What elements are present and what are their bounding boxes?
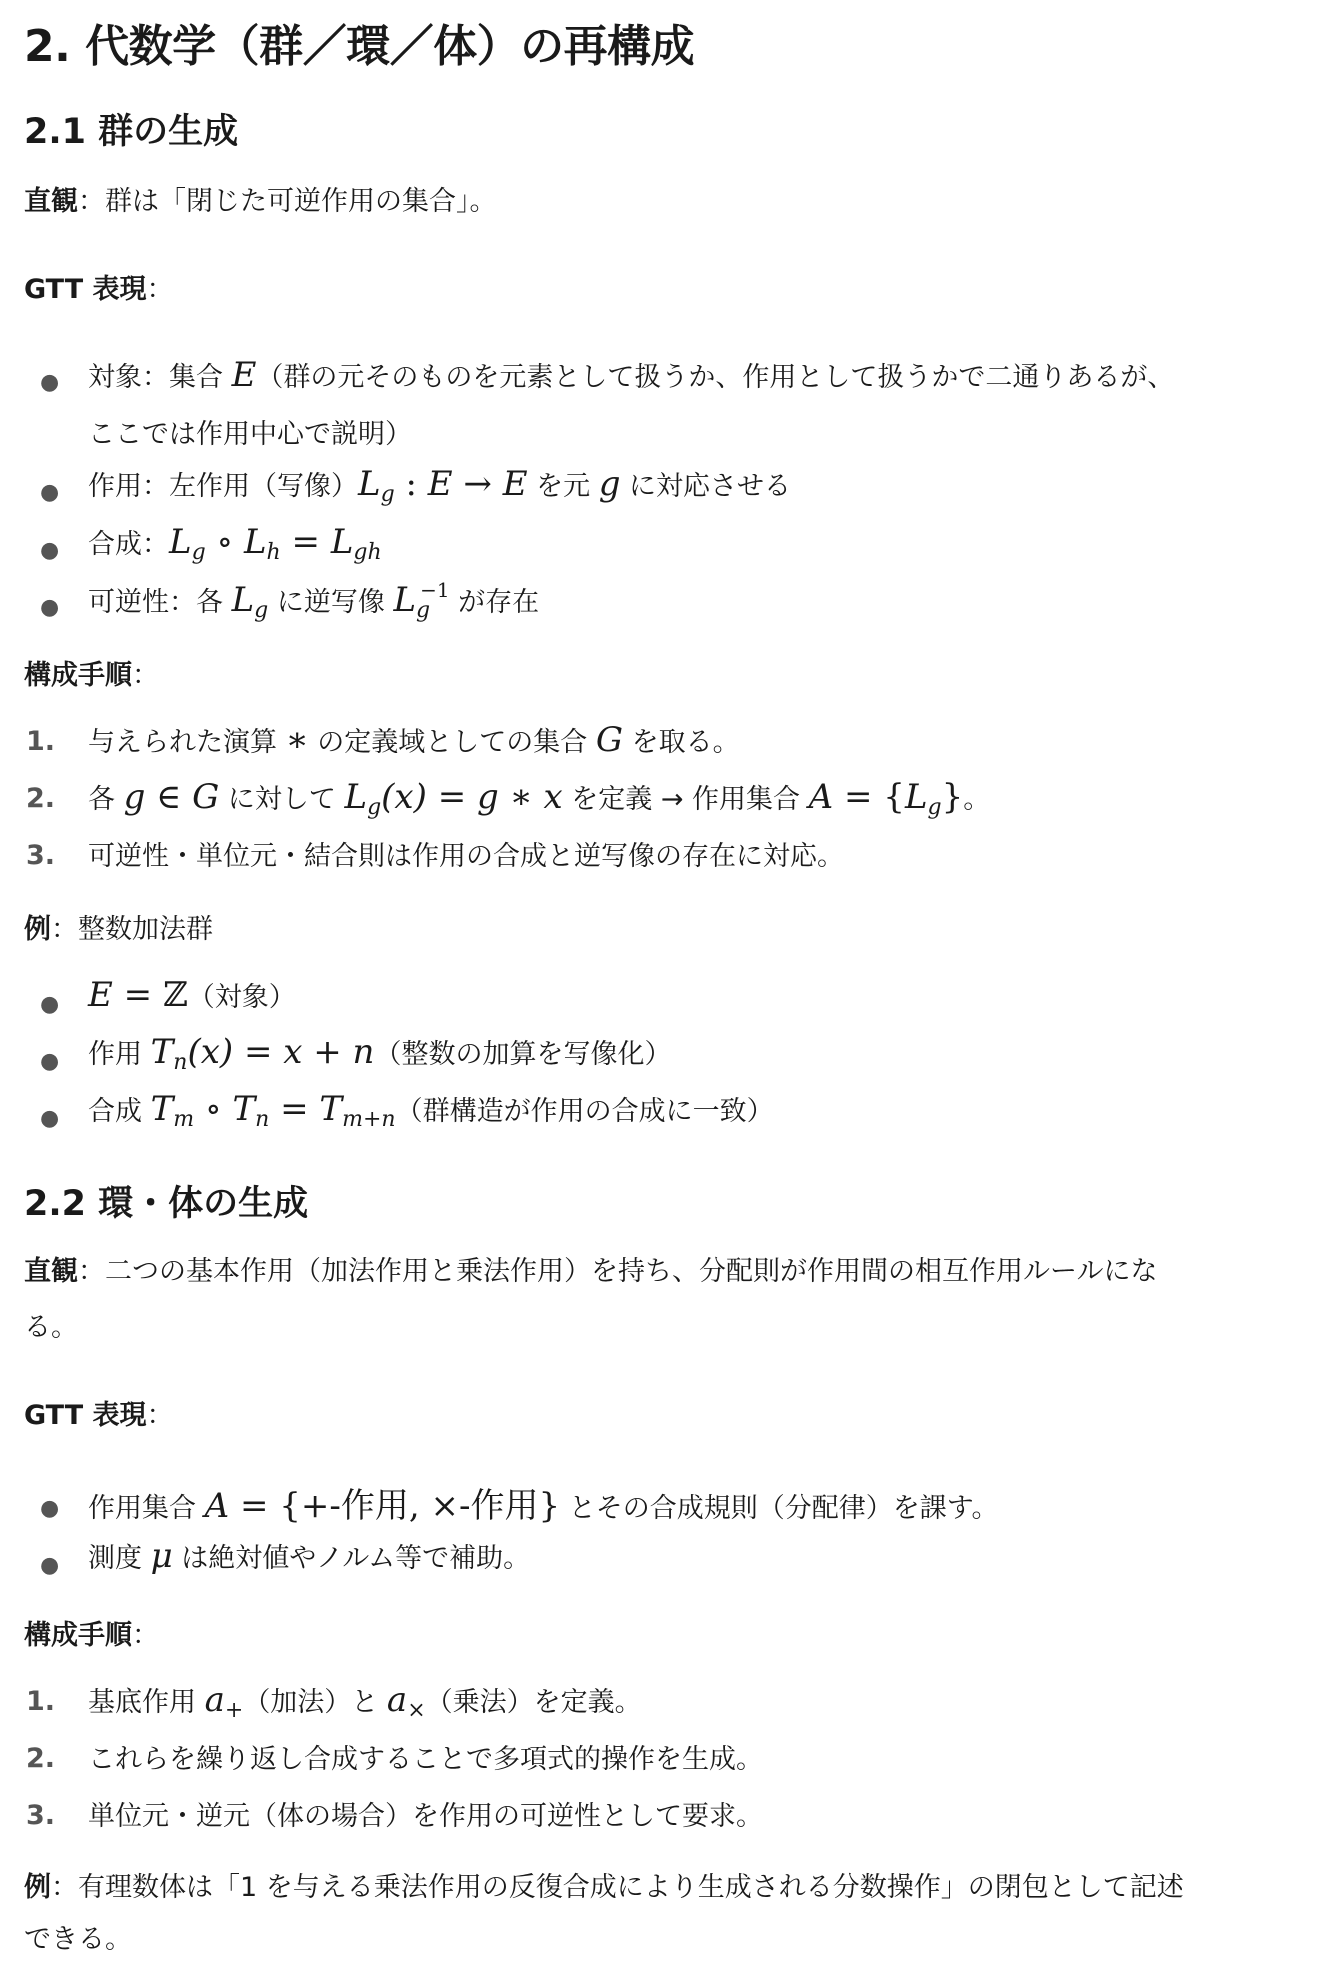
list-item: E = ℤ（対象） bbox=[88, 975, 296, 1015]
bullet-marker: ● bbox=[40, 992, 60, 1017]
step-number: 2. bbox=[26, 1743, 56, 1774]
list-item: 単位元・逆元（体の場合）を作用の可逆性として要求。 bbox=[88, 1801, 763, 1832]
list-item-continuation: ここでは作用中心で説明） bbox=[88, 419, 412, 450]
gtt-label-line bbox=[24, 268, 174, 311]
list-item: 可逆性：各 $L_g$ に逆写像 $L_g^{-1}$ が存在 bbox=[88, 578, 540, 623]
gtt-label: GTT 表現 bbox=[24, 1400, 147, 1431]
step-number: 3. bbox=[26, 1800, 56, 1831]
step-number: 1. bbox=[26, 726, 56, 757]
steps-label: 構成手順 bbox=[24, 1620, 132, 1651]
example-paragraph-rings: 例：有理数体は「1 を与える乗法作用の反復合成により生成される分数操作」の閉包として記述 bbox=[24, 1872, 1184, 1903]
bullet-marker: ● bbox=[40, 538, 60, 563]
example-label: 例 bbox=[24, 1872, 51, 1903]
steps-label-line: 構成手順： bbox=[24, 1620, 159, 1651]
bullet-marker: ● bbox=[40, 1049, 60, 1074]
steps-label-line: 構成手順： bbox=[24, 660, 159, 691]
list-item: 基底作用 $a_+$（加法）と $a_\times$（乗法）を定義。 bbox=[88, 1680, 642, 1723]
bullet-marker: ● bbox=[40, 595, 60, 620]
list-item: 対象：集合 E（群の元そのものを元素として扱うか、作用として扱うかで二通りあるが、 bbox=[88, 355, 1175, 395]
example-paragraph-rings-cont: できる。 bbox=[24, 1924, 132, 1955]
bullet-marker: ● bbox=[40, 480, 60, 505]
list-item: 作用 $T_n(x) = x + n$（整数の加算を写像化） bbox=[88, 1032, 672, 1075]
page-title: 2. 代数学（群／環／体）の再構成 bbox=[24, 21, 695, 72]
step-number: 1. bbox=[26, 1686, 56, 1717]
steps-label: 構成手順 bbox=[24, 660, 132, 691]
example-line-groups: 例：整数加法群 bbox=[24, 914, 213, 945]
list-item: 可逆性・単位元・結合則は作用の合成と逆写像の存在に対応。 bbox=[88, 841, 844, 872]
intuition-paragraph-rings-cont: る。 bbox=[24, 1312, 78, 1343]
example-label: 例 bbox=[24, 914, 51, 945]
bullet-marker: ● bbox=[40, 1496, 60, 1521]
intuition-text: ：群は「閉じた可逆作用の集合」。 bbox=[78, 186, 497, 217]
bullet-marker: ● bbox=[40, 1106, 60, 1131]
section-heading-groups: 2.1 群の生成 bbox=[24, 112, 239, 152]
intuition-paragraph-groups bbox=[24, 180, 497, 223]
gtt-label: GTT 表現 bbox=[24, 274, 147, 305]
list-item: 合成：$L_g$ ∘ $L_h = L_{gh}$ bbox=[88, 522, 382, 565]
list-item: 合成 $T_m$ ∘ $T_n = T_{m+n}$（群構造が作用の合成に一致） bbox=[88, 1089, 774, 1132]
intuition-label: 直観 bbox=[24, 1256, 78, 1287]
list-item: 測度 μ は絶対値やノルム等で補助。 bbox=[88, 1536, 531, 1576]
step-number: 3. bbox=[26, 840, 56, 871]
list-item: 各 g ∈ G に対して $L_g(x) = g$ ∗ x を定義 → 作用集合 $A = \{L_g\}$。 bbox=[88, 777, 991, 820]
list-item: 作用：左作用（写像）$L_g$ : E → E を元 g に対応させる bbox=[88, 464, 792, 507]
step-number: 2. bbox=[26, 783, 56, 814]
intuition-paragraph-rings: 直観：二つの基本作用（加法作用と乗法作用）を持ち、分配則が作用間の相互作用ルールにな bbox=[24, 1256, 1158, 1287]
section-heading-rings-fields: 2.2 環・体の生成 bbox=[24, 1184, 309, 1224]
gtt-colon: ： bbox=[146, 274, 174, 305]
list-item: これらを繰り返し合成することで多項式的操作を生成。 bbox=[88, 1744, 763, 1775]
list-item: 作用集合 A = {+-作用, ×-作用} とその合成規則（分配律）を課す。 bbox=[88, 1486, 999, 1526]
bullet-marker: ● bbox=[40, 1553, 60, 1578]
bullet-marker: ● bbox=[40, 370, 60, 395]
list-item: 与えられた演算 ∗ の定義域としての集合 G を取る。 bbox=[88, 720, 740, 760]
intuition-label: 直観 bbox=[24, 186, 78, 217]
gtt-label-line: GTT 表現： bbox=[24, 1400, 174, 1431]
